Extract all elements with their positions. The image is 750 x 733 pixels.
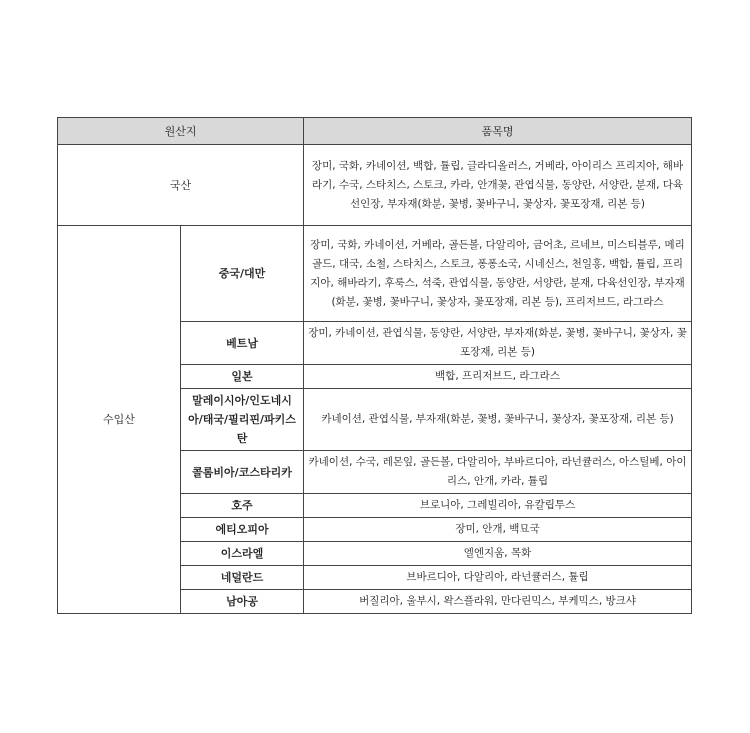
items-cell: 카네이션, 수국, 레몬잎, 골든볼, 다알리아, 부바르디아, 라넌큘러스, 아스틸베, 아이리스, 안개, 카라, 튤립 xyxy=(304,451,692,494)
imported-label: 수입산 xyxy=(58,226,181,614)
items-cell: 백합, 프리저브드, 라그라스 xyxy=(304,365,692,389)
domestic-label: 국산 xyxy=(58,145,304,226)
domestic-row xyxy=(58,145,692,226)
items-cell: 버질리아, 울부시, 왁스플라워, 만다린믹스, 부케믹스, 방크샤 xyxy=(304,590,692,614)
country-cell: 에티오피아 xyxy=(181,518,304,542)
country-cell: 중국/대만 xyxy=(181,226,304,322)
country-cell: 남아공 xyxy=(181,590,304,614)
country-cell: 베트남 xyxy=(181,322,304,365)
items-cell: 장미, 안개, 백묘국 xyxy=(304,518,692,542)
header-row xyxy=(58,118,692,145)
country-cell: 말레이시아/인도네시아/태국/필리핀/파키스탄 xyxy=(181,389,304,451)
origin-header: 원산지 xyxy=(58,118,304,145)
country-cell: 콜롬비아/코스타리카 xyxy=(181,451,304,494)
items-cell: 엘엔지움, 목화 xyxy=(304,542,692,566)
country-cell: 네덜란드 xyxy=(181,566,304,590)
items-cell: 카네이션, 관엽식물, 부자재(화분, 꽃병, 꽃바구니, 꽃상자, 꽃포장재, 리본 등) xyxy=(304,389,692,451)
items-cell: 장미, 국화, 카네이션, 거베라, 골든볼, 다알리아, 금어초, 르네브, 미스티블루, 메리골드, 대국, 소철, 스타치스, 스토크, 퐁퐁소국, 시네신스, 천일홍, 백합, 튤립, 프리지아, 해바라기, 후룩스, 석죽, 관엽식물, 동양란, 서양란, 분재, 다육선인장, 부자재(화분, 꽃병, 꽃바구니, 꽃상자, 꽃포장재, 리본 등), 프리저브드, 라그라스 xyxy=(304,226,692,322)
country-cell: 호주 xyxy=(181,494,304,518)
items-cell: 브로니아, 그레빌리아, 유칼립투스 xyxy=(304,494,692,518)
items-cell: 브바르디아, 다알리아, 라넌큘러스, 튤립 xyxy=(304,566,692,590)
items-header: 품목명 xyxy=(304,118,692,145)
country-cell: 일본 xyxy=(181,365,304,389)
table-row xyxy=(58,226,692,322)
country-cell: 이스라엘 xyxy=(181,542,304,566)
domestic-items: 장미, 국화, 카네이션, 백합, 튤립, 글라디올러스, 거베라, 아이리스 프리지아, 해바라기, 수국, 스타치스, 스토크, 카라, 안개꽃, 관엽식물, 동양란, 서양란, 분재, 다육선인장, 부자재(화분, 꽃병, 꽃바구니, 꽃상자, 꽃포장재, 리본 등) xyxy=(304,145,692,226)
origin-table xyxy=(57,117,692,614)
items-cell: 장미, 카네이션, 관엽식물, 동양란, 서양란, 부자재(화분, 꽃병, 꽃바구니, 꽃상자, 꽃포장재, 리본 등) xyxy=(304,322,692,365)
